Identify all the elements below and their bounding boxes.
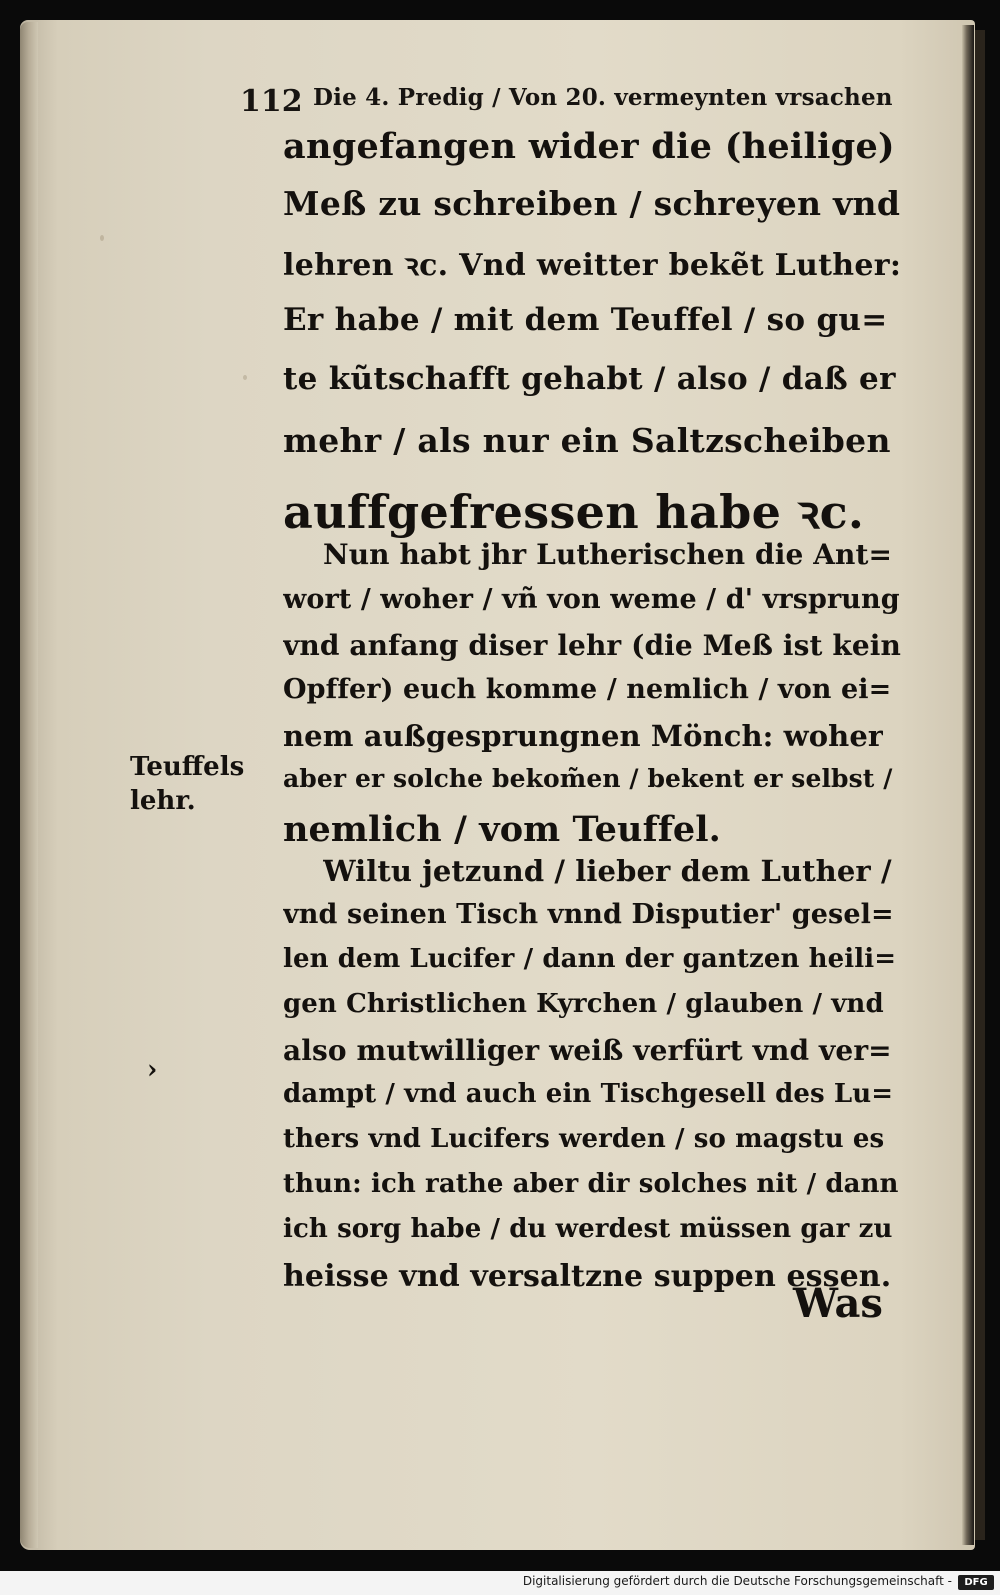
text-line: aber er solche bekom̃en / bekent er selbst /: [283, 764, 893, 793]
margin-marker: ›: [147, 1055, 158, 1085]
book-spine: [975, 30, 985, 1540]
margin-note: Teuffels: [130, 752, 245, 782]
text-line: thun: ich rathe aber dir solches nit / dann: [283, 1169, 899, 1199]
text-line: ich sorg habe / du werdest müssen gar zu: [283, 1214, 893, 1244]
text-line: Nun habt jhr Lutherischen die Ant=: [323, 538, 893, 571]
text-line: Opffer) euch komme / nemlich / von ei=: [283, 674, 892, 705]
text-line: dampt / vnd auch ein Tischgesell des Lu=: [283, 1079, 894, 1109]
text-line: thers vnd Lucifers werden / so magstu es: [283, 1124, 885, 1154]
catchword: Was: [793, 1280, 883, 1327]
running-title: Die 4. Predig / Von 20. vermeynten vrsachen: [313, 84, 893, 111]
text-line: nem außgesprungnen Mönch: woher: [283, 719, 884, 753]
text-line: Meß zu schreiben / schreyen vnd: [283, 184, 901, 223]
text-line: nemlich / vom Teuffel.: [283, 809, 721, 850]
footer-bar: [0, 1571, 1000, 1595]
text-line: wort / woher / vñ von weme / d' vrsprung: [283, 584, 900, 615]
text-line: vnd seinen Tisch vnnd Disputier' gesel=: [283, 899, 894, 930]
spine-shadow: [962, 25, 974, 1545]
dfg-logo-icon: DFG: [958, 1575, 994, 1590]
text-line: gen Christlichen Kyrchen / glauben / vnd: [283, 989, 884, 1019]
paper-spot: [243, 375, 247, 380]
text-line: Wiltu jetzund / lieber dem Luther /: [323, 854, 892, 888]
text-line: te kũtschafft gehabt / also / daß er: [283, 361, 896, 397]
text-line: len dem Lucifer / dann der gantzen heili=: [283, 944, 897, 974]
text-line: Er habe / mit dem Teuffel / so gu=: [283, 302, 888, 338]
text-line: heisse vnd versaltzne suppen essen.: [283, 1259, 892, 1294]
text-line: auffgefressen habe ꝛc.: [283, 485, 865, 539]
text-line: also mutwilliger weiß verfürt vnd ver=: [283, 1034, 892, 1067]
page-edge: [20, 22, 38, 1548]
text-line: mehr / als nur ein Saltzscheiben: [283, 421, 891, 460]
footer-credit: Digitalisierung gefördert durch die Deutsche Forschungsgemeinschaft -: [522, 1574, 952, 1588]
running-header: [240, 82, 900, 122]
text-line: vnd anfang diser lehr (die Meß ist kein: [283, 629, 901, 662]
paper-spot: [100, 235, 104, 241]
page-number: 112: [240, 84, 303, 119]
text-line: angefangen wider die (heilige): [283, 126, 895, 167]
margin-note: lehr.: [130, 786, 196, 816]
text-line: lehren ꝛc. Vnd weitter bekẽt Luther:: [283, 248, 902, 283]
